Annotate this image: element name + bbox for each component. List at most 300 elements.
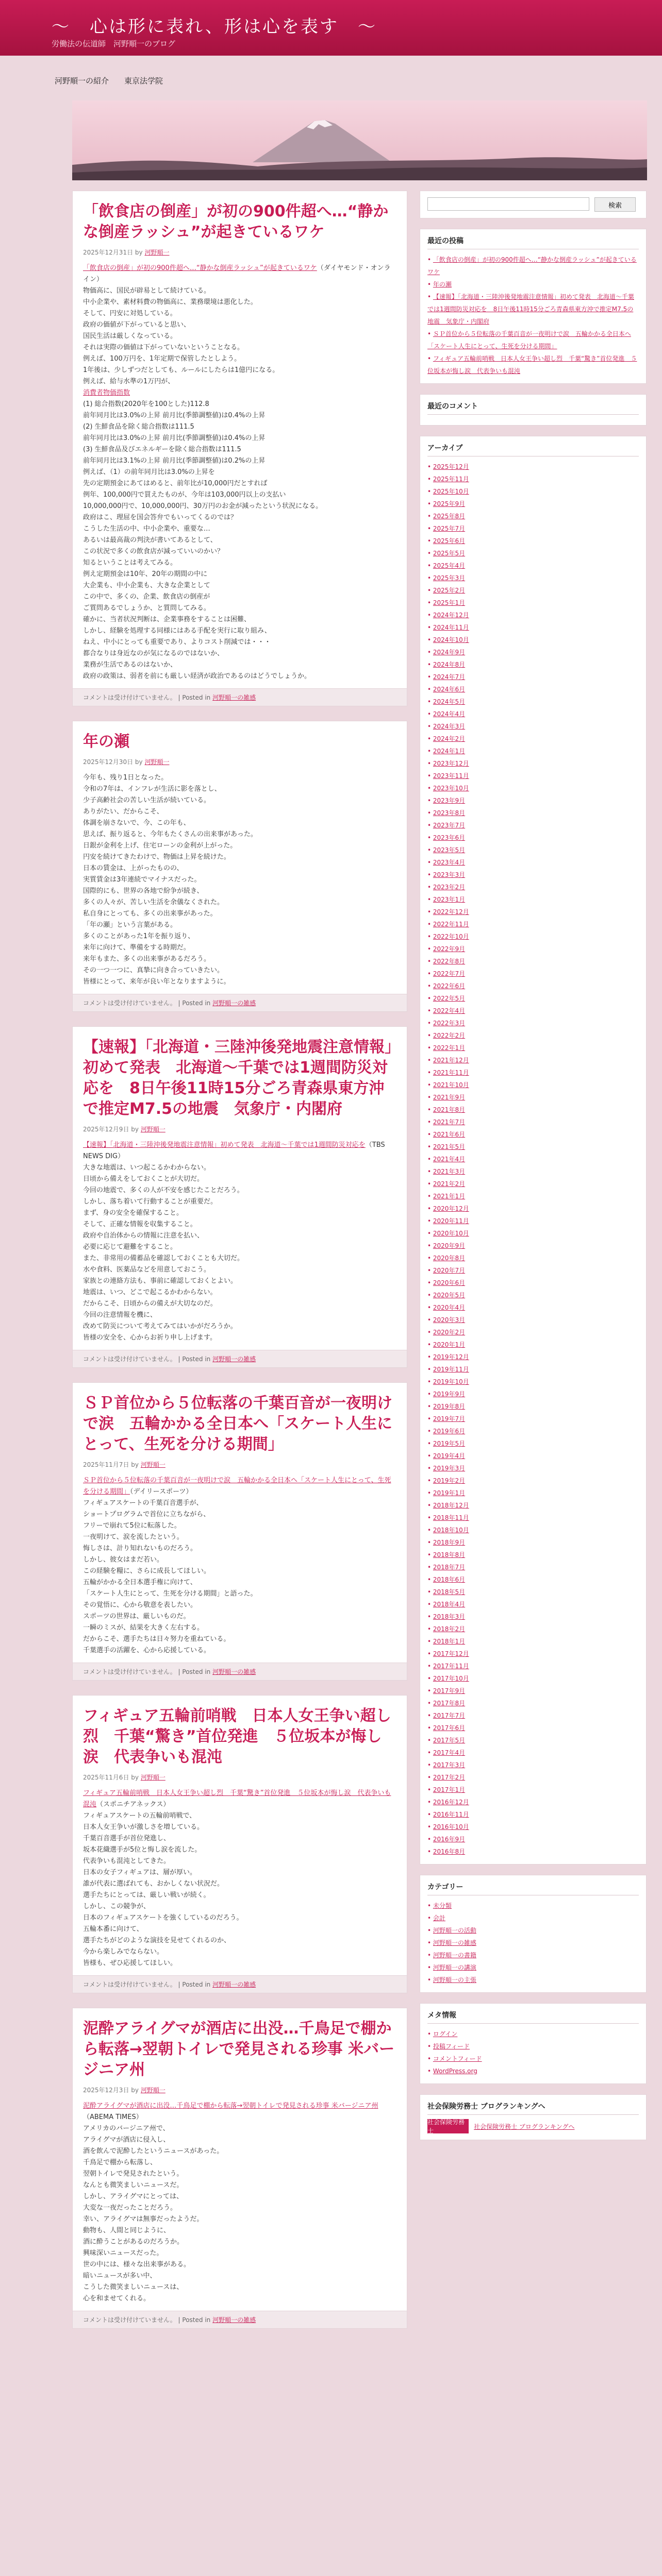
meta-item[interactable] — [427, 2065, 639, 2077]
archive-link[interactable]: 2017年2月 — [433, 1774, 466, 1781]
archive-item[interactable] — [427, 1635, 639, 1648]
archive-item[interactable] — [427, 733, 639, 745]
archive-link[interactable]: 2025年3月 — [433, 574, 466, 582]
body-line: 多くの人々が、苦しい生活を余儀なくされた。 — [83, 899, 224, 906]
archive-item[interactable] — [427, 609, 639, 621]
category-link[interactable]: 会計 — [433, 1914, 445, 1922]
archive-item[interactable] — [427, 1054, 639, 1066]
archive-item[interactable] — [427, 1660, 639, 1672]
archive-item[interactable] — [427, 597, 639, 609]
post — [72, 1695, 407, 1993]
archive-item[interactable] — [427, 1202, 639, 1215]
archive-link[interactable]: 2021年9月 — [433, 1094, 466, 1101]
archive-link[interactable]: 2020年2月 — [433, 1329, 466, 1336]
archive-item[interactable] — [427, 1264, 639, 1277]
archive-item[interactable] — [427, 1104, 639, 1116]
archive-item[interactable] — [427, 832, 639, 844]
archive-item[interactable] — [427, 584, 639, 597]
archive-link[interactable]: 2021年8月 — [433, 1106, 466, 1113]
archive-item[interactable] — [427, 1462, 639, 1475]
archive-item[interactable] — [427, 943, 639, 955]
archive-item[interactable] — [427, 1042, 639, 1054]
search-input[interactable] — [427, 197, 589, 211]
archive-item[interactable] — [427, 510, 639, 522]
category-link[interactable]: 河野順一の活動 — [433, 1927, 476, 1934]
archive-link[interactable]: 2022年8月 — [433, 958, 466, 965]
archive-link[interactable]: 2023年5月 — [433, 846, 466, 854]
archive-item[interactable] — [427, 1079, 639, 1091]
archive-item[interactable] — [427, 485, 639, 498]
archive-item[interactable] — [427, 1425, 639, 1437]
site-title[interactable]: 〜 心は形に表れ、形は心を表す 〜 — [52, 16, 377, 37]
archive-link[interactable]: 2025年1月 — [433, 599, 466, 606]
archive-item[interactable] — [427, 1709, 639, 1722]
article-source: （ダイヤモンド・オンライン） — [83, 264, 391, 283]
article-link[interactable]: 「飲食店の倒産」が初の900件超へ…“静かな倒産ラッシュ”が起きているワケ — [83, 264, 317, 272]
archive-link[interactable]: 2025年8月 — [433, 513, 466, 520]
archive-item[interactable] — [427, 844, 639, 856]
archive-item[interactable] — [427, 1845, 639, 1858]
category-link[interactable]: 河野順一の雑感 — [212, 1668, 256, 1675]
archive-item[interactable] — [427, 1598, 639, 1611]
archive-item[interactable] — [427, 1277, 639, 1289]
archive-item[interactable] — [427, 770, 639, 782]
nav-item-profile[interactable]: 河野順一の紹介 — [55, 76, 109, 86]
archive-item[interactable] — [427, 1697, 639, 1709]
recent-post-item[interactable] — [427, 278, 639, 291]
archive-link[interactable]: 2022年1月 — [433, 1044, 466, 1052]
archive-link[interactable]: 2022年4月 — [433, 1007, 466, 1014]
archive-link[interactable]: 2017年4月 — [433, 1749, 466, 1756]
archive-item[interactable] — [427, 1821, 639, 1833]
archive-item[interactable] — [427, 955, 639, 968]
category-link[interactable]: 河野順一の主張 — [433, 1976, 476, 1984]
archive-item[interactable] — [427, 1376, 639, 1388]
archive-link[interactable]: 2020年8月 — [433, 1255, 466, 1262]
archive-item[interactable] — [427, 1648, 639, 1660]
archive-link[interactable]: 2022年3月 — [433, 1020, 466, 1027]
archive-link[interactable]: 2021年11月 — [433, 1069, 469, 1076]
archive-item[interactable] — [427, 1338, 639, 1351]
archive-item[interactable] — [427, 658, 639, 671]
archive-item[interactable] — [427, 1227, 639, 1240]
recent-post-link[interactable]: ＳＰ首位から５位転落の千葉百音が一夜明けで涙 五輪かかる全日本へ「スケート人生にとって、生死を分ける期間」 — [427, 330, 631, 350]
archive-item[interactable] — [427, 807, 639, 819]
archive-link[interactable]: 2016年8月 — [433, 1848, 466, 1855]
archive-item[interactable] — [427, 1363, 639, 1376]
archive-link[interactable]: 2020年10月 — [433, 1230, 469, 1237]
archive-link[interactable]: 2023年8月 — [433, 809, 466, 817]
archive-item[interactable] — [427, 782, 639, 794]
category-link[interactable]: 河野順一の雑感 — [433, 1939, 476, 1946]
archive-link[interactable]: 2018年6月 — [433, 1576, 466, 1583]
archive-link[interactable]: 2021年6月 — [433, 1131, 466, 1138]
archive-item[interactable] — [427, 1165, 639, 1178]
archive-link[interactable]: 2019年7月 — [433, 1415, 466, 1422]
archive-link[interactable]: 2020年11月 — [433, 1217, 469, 1225]
archive-item[interactable] — [427, 906, 639, 918]
archive-item[interactable] — [427, 1747, 639, 1759]
archive-link[interactable]: 2019年4月 — [433, 1452, 466, 1460]
archive-link[interactable]: 2018年1月 — [433, 1638, 466, 1645]
archive-item[interactable] — [427, 708, 639, 720]
recent-post-link[interactable]: 「飲食店の倒産」が初の900件超へ…“静かな倒産ラッシュ”が起きているワケ — [427, 256, 637, 276]
archive-item[interactable] — [427, 1672, 639, 1685]
archive-link[interactable]: 2020年6月 — [433, 1279, 466, 1286]
archive-item[interactable] — [427, 980, 639, 992]
archive-item[interactable] — [427, 856, 639, 869]
archive-item[interactable] — [427, 1586, 639, 1598]
archive-item[interactable] — [427, 696, 639, 708]
archive-item[interactable] — [427, 621, 639, 634]
archive-item[interactable] — [427, 918, 639, 930]
archive-item[interactable] — [427, 671, 639, 683]
archive-link[interactable]: 2024年10月 — [433, 636, 469, 643]
recent-post-item[interactable] — [427, 253, 639, 278]
archive-link[interactable]: 2019年10月 — [433, 1378, 469, 1385]
author-link[interactable]: 河野順一 — [140, 2087, 166, 2094]
archive-item[interactable] — [427, 1388, 639, 1400]
archive-link[interactable]: 2020年7月 — [433, 1267, 466, 1274]
archive-link[interactable]: 2025年9月 — [433, 500, 466, 507]
archive-link[interactable]: 2017年10月 — [433, 1675, 469, 1682]
archive-item[interactable] — [427, 1512, 639, 1524]
archive-link[interactable]: 2017年3月 — [433, 1761, 466, 1769]
archive-link[interactable]: 2020年9月 — [433, 1242, 466, 1249]
archive-item[interactable] — [427, 1759, 639, 1771]
archive-link[interactable]: 2016年9月 — [433, 1836, 466, 1843]
archive-link[interactable]: 2018年7月 — [433, 1564, 466, 1571]
category-item[interactable] — [427, 1912, 639, 1924]
archive-link[interactable]: 2023年11月 — [433, 772, 469, 779]
recent-post-item[interactable] — [427, 352, 639, 377]
posts-feed-link[interactable]: 投稿フィード — [433, 2043, 470, 2050]
wordpress-link[interactable]: WordPress.org — [433, 2067, 477, 2075]
article-link[interactable]: フィギュア五輪前哨戦 日本人女王争い超し烈 千葉“驚き”首位発進 ５位坂本が悔し涙 代表争いも混沌 — [83, 1789, 391, 1808]
article-link[interactable]: 【速報】「北海道・三陸沖後発地震注意情報」初めて発表 北海道〜千葉では1週間防災対応を — [83, 1141, 366, 1149]
article-link[interactable]: ＳＰ首位から５位転落の千葉百音が一夜明けで涙 五輪かかる全日本へ「スケート人生にとって、生死を分ける期間」 — [83, 1477, 391, 1496]
body-link[interactable]: 消費者物価指数 — [83, 389, 130, 397]
archive-item[interactable] — [427, 930, 639, 943]
body-line: 大企業も、中小企業も、大きな企業として — [83, 582, 211, 589]
archive-link[interactable]: 2025年7月 — [433, 525, 466, 532]
post-title[interactable]: フィギュア五輪前哨戦 日本人女王争い超し烈 千葉“驚き”首位発進 ５位坂本が悔し涙 代表争いも混沌 — [83, 1707, 391, 1766]
nav-item-school[interactable]: 東京法学院 — [124, 76, 163, 86]
archive-item[interactable] — [427, 1289, 639, 1301]
post-title[interactable]: 泥酔アライグマが酒店に出没…千鳥足で棚から転落→翌朝トイレで発見される珍事 米バージニア州 — [83, 2020, 395, 2079]
comments-closed-note: コメントは受け付けていません。 — [83, 694, 176, 701]
archive-item[interactable] — [427, 1351, 639, 1363]
archive-link[interactable]: 2023年9月 — [433, 797, 466, 804]
archive-link[interactable]: 2025年5月 — [433, 550, 466, 557]
archive-item[interactable] — [427, 1808, 639, 1821]
archive-item[interactable] — [427, 473, 639, 485]
archive-item[interactable] — [427, 1400, 639, 1413]
archive-item[interactable] — [427, 1450, 639, 1462]
body-line: この中で、多くの、企業、飲食店の倒産が — [83, 593, 210, 601]
archive-item[interactable] — [427, 1066, 639, 1079]
category-link[interactable]: 未分類 — [433, 1902, 452, 1909]
archive-item[interactable] — [427, 1240, 639, 1252]
archive-item[interactable] — [427, 1611, 639, 1623]
archive-link[interactable]: 2024年3月 — [433, 723, 466, 730]
category-item[interactable] — [427, 1961, 639, 1974]
archive-item[interactable] — [427, 1796, 639, 1808]
archive-link[interactable]: 2025年6月 — [433, 537, 466, 545]
archive-link[interactable]: 2022年5月 — [433, 995, 466, 1002]
archive-item[interactable] — [427, 1005, 639, 1017]
search-button[interactable]: 検索 — [594, 197, 636, 212]
archive-item[interactable] — [427, 1536, 639, 1549]
archive-item[interactable] — [427, 1190, 639, 1202]
author-link[interactable]: 河野順一 — [140, 1774, 166, 1781]
body-line: 多くのことがあった1年を振り返り、 — [83, 933, 195, 940]
archive-item[interactable] — [427, 968, 639, 980]
archive-link[interactable]: 2022年12月 — [433, 908, 469, 916]
category-link[interactable]: 河野順一の雑感 — [212, 2316, 256, 2324]
archive-link[interactable]: 2016年12月 — [433, 1799, 469, 1806]
category-link[interactable]: 河野順一の雑感 — [212, 1981, 256, 1988]
meta-item[interactable] — [427, 2053, 639, 2065]
site-header — [0, 0, 662, 56]
archive-item[interactable] — [427, 1128, 639, 1141]
archive-item[interactable] — [427, 1784, 639, 1796]
archive-item[interactable] — [427, 1326, 639, 1338]
archive-link[interactable]: 2018年2月 — [433, 1625, 466, 1633]
archive-item[interactable] — [427, 1116, 639, 1128]
archive-item[interactable] — [427, 1561, 639, 1573]
archive-link[interactable]: 2021年3月 — [433, 1168, 466, 1175]
archive-item[interactable] — [427, 1141, 639, 1153]
category-item[interactable] — [427, 1937, 639, 1949]
article-link[interactable]: 泥酔アライグマが酒店に出没…千鳥足で棚から転落→翌朝トイレで発見される珍事 米バージニア州 — [83, 2102, 378, 2110]
archive-link[interactable]: 2023年3月 — [433, 871, 466, 878]
archive-item[interactable] — [427, 547, 639, 560]
archive-item[interactable] — [427, 1685, 639, 1697]
archive-item[interactable] — [427, 1029, 639, 1042]
archive-item[interactable] — [427, 1722, 639, 1734]
archive-link[interactable]: 2017年8月 — [433, 1700, 466, 1707]
archive-link[interactable]: 2021年12月 — [433, 1057, 469, 1064]
archive-link[interactable]: 2022年6月 — [433, 982, 466, 990]
archive-link[interactable]: 2018年10月 — [433, 1527, 469, 1534]
body-line: 今から楽しみでならない。 — [83, 1948, 164, 1956]
post — [72, 1026, 407, 1368]
archive-item[interactable] — [427, 634, 639, 646]
archive-link[interactable]: 2017年11月 — [433, 1663, 469, 1670]
post-title[interactable]: ＳＰ首位から５位転落の千葉百音が一夜明けで涙 五輪かかる全日本へ「スケート人生にとって、生死を分ける期間」 — [83, 1394, 392, 1453]
archive-link[interactable]: 2024年5月 — [433, 698, 466, 705]
archive-link[interactable]: 2016年10月 — [433, 1823, 469, 1831]
archive-link[interactable]: 2024年11月 — [433, 624, 469, 631]
archive-item[interactable] — [427, 1301, 639, 1314]
recent-post-link[interactable]: 年の瀬 — [433, 281, 452, 288]
archive-link[interactable]: 2021年2月 — [433, 1180, 466, 1188]
archive-link[interactable]: 2024年6月 — [433, 686, 466, 693]
ranking-badge[interactable]: 社会保険労務士 — [427, 2119, 469, 2133]
archive-link[interactable]: 2019年1月 — [433, 1489, 466, 1497]
meta-item[interactable] — [427, 2028, 639, 2040]
archive-link[interactable]: 2020年1月 — [433, 1341, 466, 1348]
archive-item[interactable] — [427, 881, 639, 893]
recent-post-item[interactable] — [427, 291, 639, 328]
archive-link[interactable]: 2023年6月 — [433, 834, 466, 841]
archive-link[interactable]: 2019年5月 — [433, 1440, 466, 1447]
archive-item[interactable] — [427, 1017, 639, 1029]
archive-link[interactable]: 2017年9月 — [433, 1687, 466, 1694]
category-link[interactable]: 河野順一の書籍 — [433, 1952, 476, 1959]
post-title[interactable]: 年の瀬 — [83, 733, 129, 751]
archive-item[interactable] — [427, 1549, 639, 1561]
archive-link[interactable]: 2025年4月 — [433, 562, 466, 569]
category-link[interactable]: 河野順一の講演 — [433, 1964, 476, 1971]
archive-link[interactable]: 2023年7月 — [433, 822, 466, 829]
archive-item[interactable] — [427, 1091, 639, 1104]
archive-link[interactable]: 2019年9月 — [433, 1391, 466, 1398]
archive-item[interactable] — [427, 1252, 639, 1264]
archive-item[interactable] — [427, 646, 639, 658]
archive-item[interactable] — [427, 757, 639, 770]
archive-link[interactable]: 2018年9月 — [433, 1539, 466, 1546]
meta-item[interactable] — [427, 2040, 639, 2053]
archive-link[interactable]: 2020年3月 — [433, 1316, 466, 1324]
post-title[interactable]: 「飲食店の倒産」が初の900件超へ…“静かな倒産ラッシュ”が起きているワケ — [83, 202, 389, 241]
archive-link[interactable]: 2017年6月 — [433, 1724, 466, 1732]
category-item[interactable] — [427, 1924, 639, 1937]
archive-link[interactable]: 2018年5月 — [433, 1588, 466, 1596]
archive-link[interactable]: 2022年9月 — [433, 945, 466, 953]
archive-item[interactable] — [427, 1475, 639, 1487]
post-title[interactable]: 【速報】「北海道・三陸沖後発地震注意情報」初めて発表 北海道〜千葉では1週間防災対応を 8日午後11時15分ごろ青森県東方沖で推定M7.5の地震 気象庁・内閣府 — [83, 1038, 392, 1118]
archive-link[interactable]: 2020年4月 — [433, 1304, 466, 1311]
archive-link[interactable]: 2019年12月 — [433, 1353, 469, 1361]
body-line: ねえ、中小にとっても重要であり、よりコスト削減では・・・ — [83, 638, 271, 646]
archive-link[interactable]: 2018年12月 — [433, 1502, 469, 1509]
archive-link[interactable]: 2025年2月 — [433, 587, 466, 594]
archive-item[interactable] — [427, 522, 639, 535]
archive-item[interactable] — [427, 992, 639, 1005]
archive-link[interactable]: 2021年10月 — [433, 1081, 469, 1089]
archive-link[interactable]: 2019年11月 — [433, 1366, 469, 1373]
category-link[interactable]: 河野順一の雑感 — [212, 1355, 256, 1363]
archive-link[interactable]: 2018年4月 — [433, 1601, 466, 1608]
archive-link[interactable]: 2019年2月 — [433, 1477, 466, 1484]
archive-link[interactable]: 2017年7月 — [433, 1712, 466, 1719]
author-link[interactable]: 河野順一 — [144, 758, 170, 766]
archive-item[interactable] — [427, 683, 639, 696]
category-item[interactable] — [427, 1949, 639, 1961]
archive-link[interactable]: 2024年8月 — [433, 661, 466, 668]
archive-item[interactable] — [427, 720, 639, 733]
archive-link[interactable]: 2024年4月 — [433, 710, 466, 718]
archive-link[interactable]: 2021年1月 — [433, 1193, 466, 1200]
archive-link[interactable]: 2023年4月 — [433, 859, 466, 866]
archive-item[interactable] — [427, 893, 639, 906]
category-link[interactable]: 河野順一の雑感 — [212, 999, 256, 1007]
archive-link[interactable]: 2023年1月 — [433, 896, 466, 903]
archive-link[interactable]: 2022年10月 — [433, 933, 469, 940]
archive-item[interactable] — [427, 1734, 639, 1747]
archive-link[interactable]: 2019年8月 — [433, 1403, 466, 1410]
archive-link[interactable]: 2016年11月 — [433, 1811, 469, 1818]
archive-item[interactable] — [427, 745, 639, 757]
archive-link[interactable]: 2019年3月 — [433, 1465, 466, 1472]
archive-item[interactable] — [427, 498, 639, 510]
comments-feed-link[interactable]: コメントフィード — [433, 2055, 482, 2062]
archive-link[interactable]: 2022年2月 — [433, 1032, 466, 1039]
archive-link[interactable]: 2021年7月 — [433, 1118, 466, 1126]
author-link[interactable]: 河野順一 — [140, 1126, 166, 1133]
author-link[interactable]: 河野順一 — [140, 1461, 166, 1468]
archive-item[interactable] — [427, 869, 639, 881]
archive-item[interactable] — [427, 1623, 639, 1635]
archive-link[interactable]: 2024年7月 — [433, 673, 466, 681]
archive-link[interactable]: 2023年12月 — [433, 760, 469, 767]
archive-item[interactable] — [427, 1215, 639, 1227]
category-item[interactable] — [427, 1974, 639, 1986]
archive-item[interactable] — [427, 1314, 639, 1326]
archive-item[interactable] — [427, 1153, 639, 1165]
archive-item[interactable] — [427, 1499, 639, 1512]
recent-post-link[interactable]: フィギュア五輪前哨戦 日本人女王争い超し烈 千葉“驚き”首位発進 ５位坂本が悔し涙 代表争いも混沌 — [427, 355, 637, 375]
ranking-link[interactable]: 社会保険労務士 ブログランキングへ — [474, 2123, 575, 2130]
archive-link[interactable]: 2024年1月 — [433, 748, 466, 755]
category-item[interactable] — [427, 1900, 639, 1912]
archive-item[interactable] — [427, 819, 639, 832]
archive-link[interactable]: 2018年8月 — [433, 1551, 466, 1558]
archive-link[interactable]: 2024年2月 — [433, 735, 466, 742]
category-link[interactable]: 河野順一の雑感 — [212, 694, 256, 701]
archive-item[interactable] — [427, 1771, 639, 1784]
archive-link[interactable]: 2019年6月 — [433, 1428, 466, 1435]
archive-link[interactable]: 2017年12月 — [433, 1650, 469, 1657]
recent-post-link[interactable]: 【速報】「北海道・三陸沖後発地震注意情報」初めて発表 北海道〜千葉では1週間防災対応を 8日午後11時15分ごろ青森県東方沖で推定M7.5の地震 気象庁・内閣府 — [427, 293, 634, 325]
archive-item[interactable] — [427, 560, 639, 572]
archive-item[interactable] — [427, 1833, 639, 1845]
recent-post-item[interactable] — [427, 328, 639, 352]
archive-link[interactable]: 2021年5月 — [433, 1143, 466, 1150]
archive-link[interactable]: 2017年1月 — [433, 1786, 466, 1793]
archive-item[interactable] — [427, 1178, 639, 1190]
archive-item[interactable] — [427, 1573, 639, 1586]
archive-link[interactable]: 2024年9月 — [433, 649, 466, 656]
archive-link[interactable]: 2025年12月 — [433, 463, 469, 470]
archive-link[interactable]: 2018年11月 — [433, 1514, 469, 1521]
archive-item[interactable] — [427, 535, 639, 547]
login-link[interactable]: ログイン — [433, 2030, 458, 2038]
archive-link[interactable]: 2024年12月 — [433, 612, 469, 619]
archive-link[interactable]: 2018年3月 — [433, 1613, 466, 1620]
archive-item[interactable] — [427, 794, 639, 807]
archive-item[interactable] — [427, 1413, 639, 1425]
archive-link[interactable]: 2017年5月 — [433, 1737, 466, 1744]
archive-link[interactable]: 2022年11月 — [433, 921, 469, 928]
author-link[interactable]: 河野順一 — [144, 249, 170, 256]
archive-item[interactable] — [427, 1524, 639, 1536]
archive-link[interactable]: 2022年7月 — [433, 970, 466, 977]
archive-link[interactable]: 2025年10月 — [433, 488, 469, 495]
archive-link[interactable]: 2021年4月 — [433, 1156, 466, 1163]
archive-link[interactable]: 2023年2月 — [433, 884, 466, 891]
archive-link[interactable]: 2023年10月 — [433, 785, 469, 792]
archive-link[interactable]: 2020年5月 — [433, 1292, 466, 1299]
archive-link[interactable]: 2020年12月 — [433, 1205, 469, 1212]
archive-link[interactable]: 2025年11月 — [433, 476, 469, 483]
archive-item[interactable] — [427, 572, 639, 584]
archive-item[interactable] — [427, 461, 639, 473]
archive-item[interactable] — [427, 1437, 639, 1450]
archive-item[interactable] — [427, 1487, 639, 1499]
